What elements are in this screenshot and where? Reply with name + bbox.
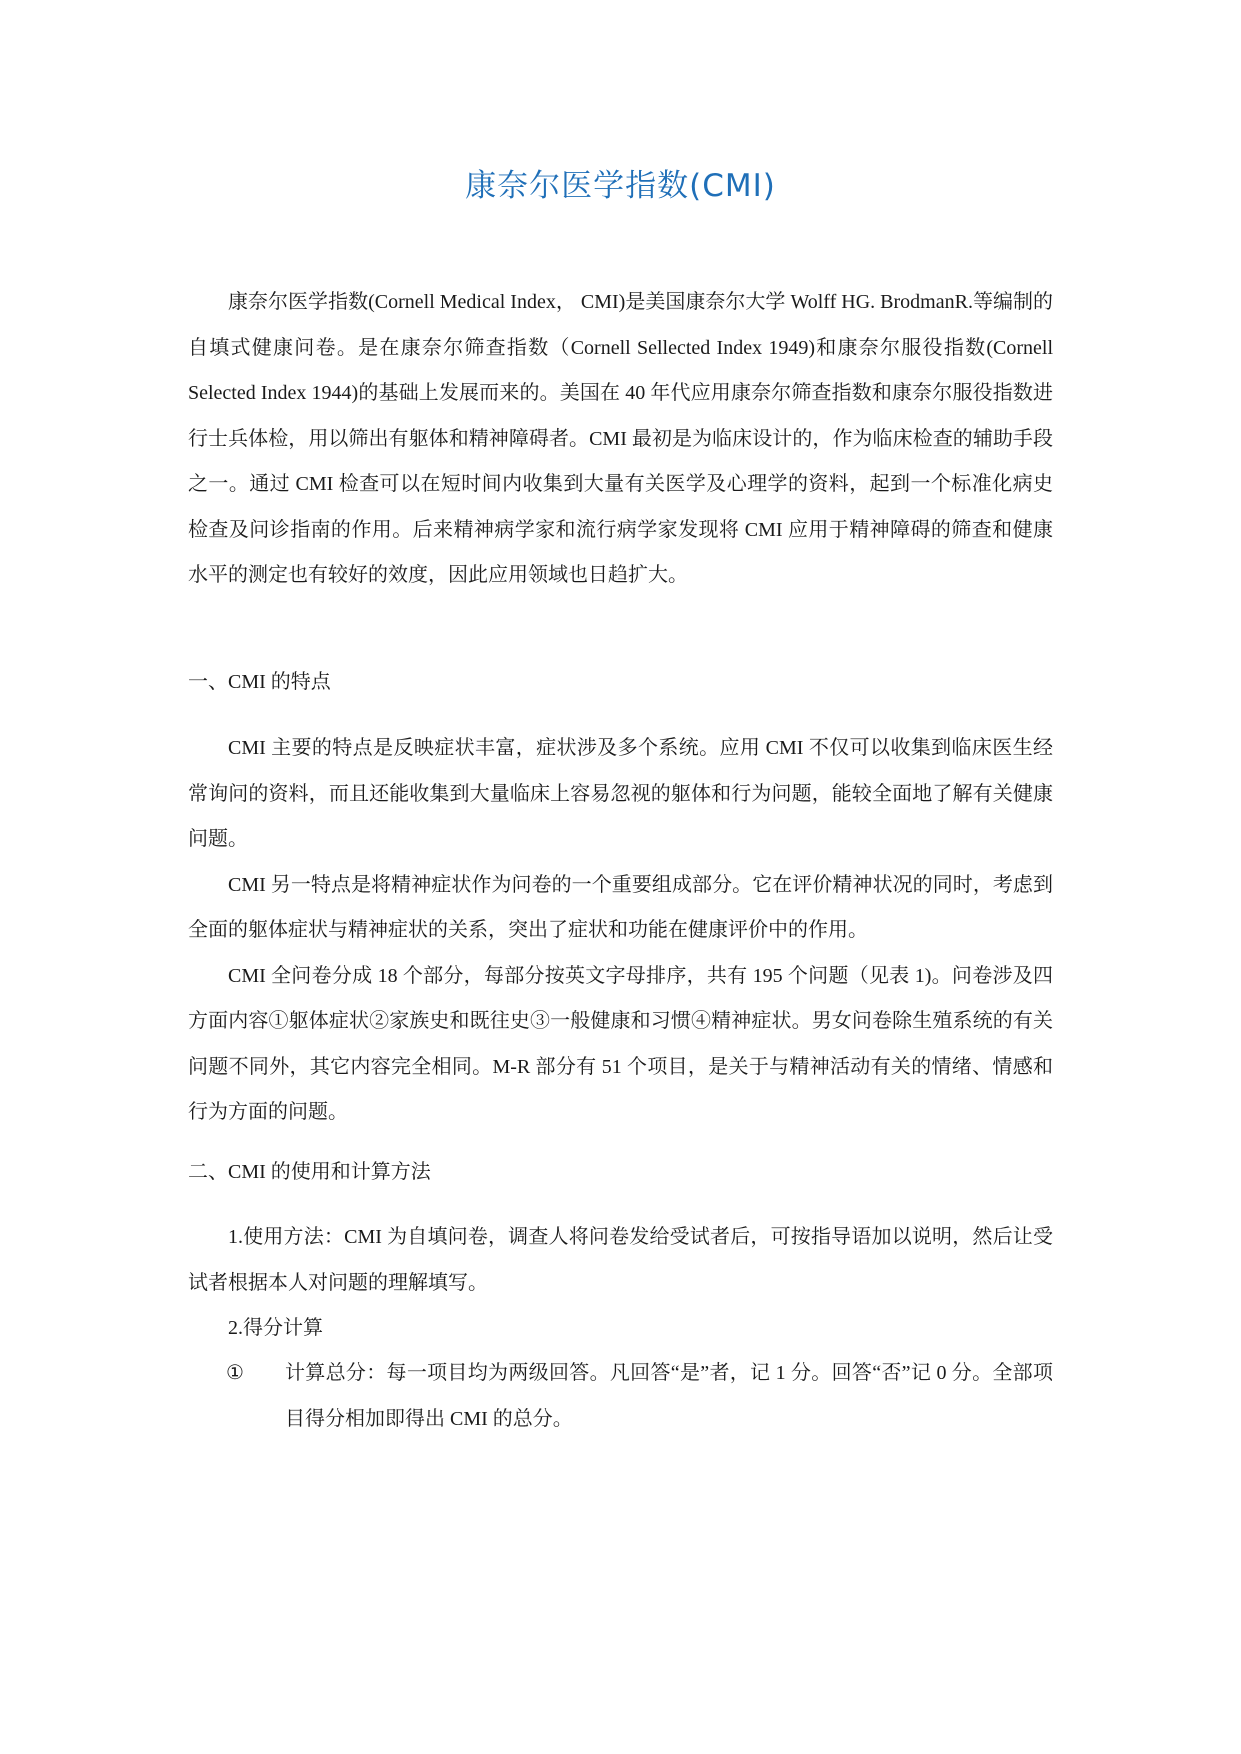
section1-heading: 一、CMI 的特点 — [188, 671, 331, 693]
intro-block — [188, 280, 1053, 599]
list-marker: ① — [226, 1362, 244, 1384]
section1-paragraph-2: CMI 另一特点是将精神症状作为问卷的一个重要组成部分。它在评价精神状况的同时，考虑到全面的躯体症状与精神症状的关系，突出了症状和功能在健康评价中的作用。 — [188, 873, 1053, 941]
document-title: 康奈尔医学指数(CMI) — [465, 168, 776, 204]
section1-paragraph-1: CMI 主要的特点是反映症状丰富，症状涉及多个系统。应用 CMI 不仅可以收集到临床医生经常询问的资料，而且还能收集到大量临床上容易忽视的躯体和行为问题，能较全面地了解有关健康问题。 — [188, 737, 1053, 850]
section2-block — [188, 1215, 1053, 1352]
section2-heading: 二、CMI 的使用和计算方法 — [188, 1161, 431, 1183]
usage-paragraph: 1.使用方法：CMI 为自填问卷，调查人将问卷发给受试者后，可按指导语加以说明，然后让受试者根据本人对问题的理解填写。 — [188, 1226, 1053, 1294]
section1-block — [188, 726, 1053, 1136]
scoring-title: 2.得分计算 — [228, 1317, 323, 1339]
list-item — [188, 1351, 1053, 1442]
section1-paragraph-3: CMI 全问卷分成 18 个部分，每部分按英文字母排序，共有 195 个问题（见表 1)。问卷涉及四方面内容①躯体症状②家族史和既往史③一般健康和习惯④精神症状。男女问卷除生殖系统的有关问题不同外，其它内容完全相同。M-R 部分有 51 个项目，是关于与精神活动有关的情绪、情感和行为方面的问题。 — [188, 964, 1053, 1123]
intro-paragraph: 康奈尔医学指数(Cornell Medical Index， CMI)是美国康奈尔大学 Wolff HG. BrodmanR.等编制的自填式健康问卷。是在康奈尔筛查指数（Cornell Sellected Index 1949)和康奈尔服役指数(Cornell Selected Index 1944)的基础上发展而来的。美国在 40 年代应用康奈尔筛查指数和康奈尔服役指数进行士兵体检，用以筛出有躯体和精神障碍者。CMI 最初是为临床设计的，作为临床检查的辅助手段之一。通过 CMI 检查可以在短时间内收集到大量有关医学及心理学的资料，起到一个标准化病史检查及问诊指南的作用。后来精神病学家和流行病学家发现将 CMI 应用于精神障碍的筛查和健康水平的测定也有较好的效度，因此应用领域也日趋扩大。 — [188, 291, 1053, 586]
list-item-text: 计算总分：每一项目均为两级回答。凡回答“是”者，记 1 分。回答“否”记 0 分。全部项目得分相加即得出 CMI 的总分。 — [285, 1362, 1053, 1430]
